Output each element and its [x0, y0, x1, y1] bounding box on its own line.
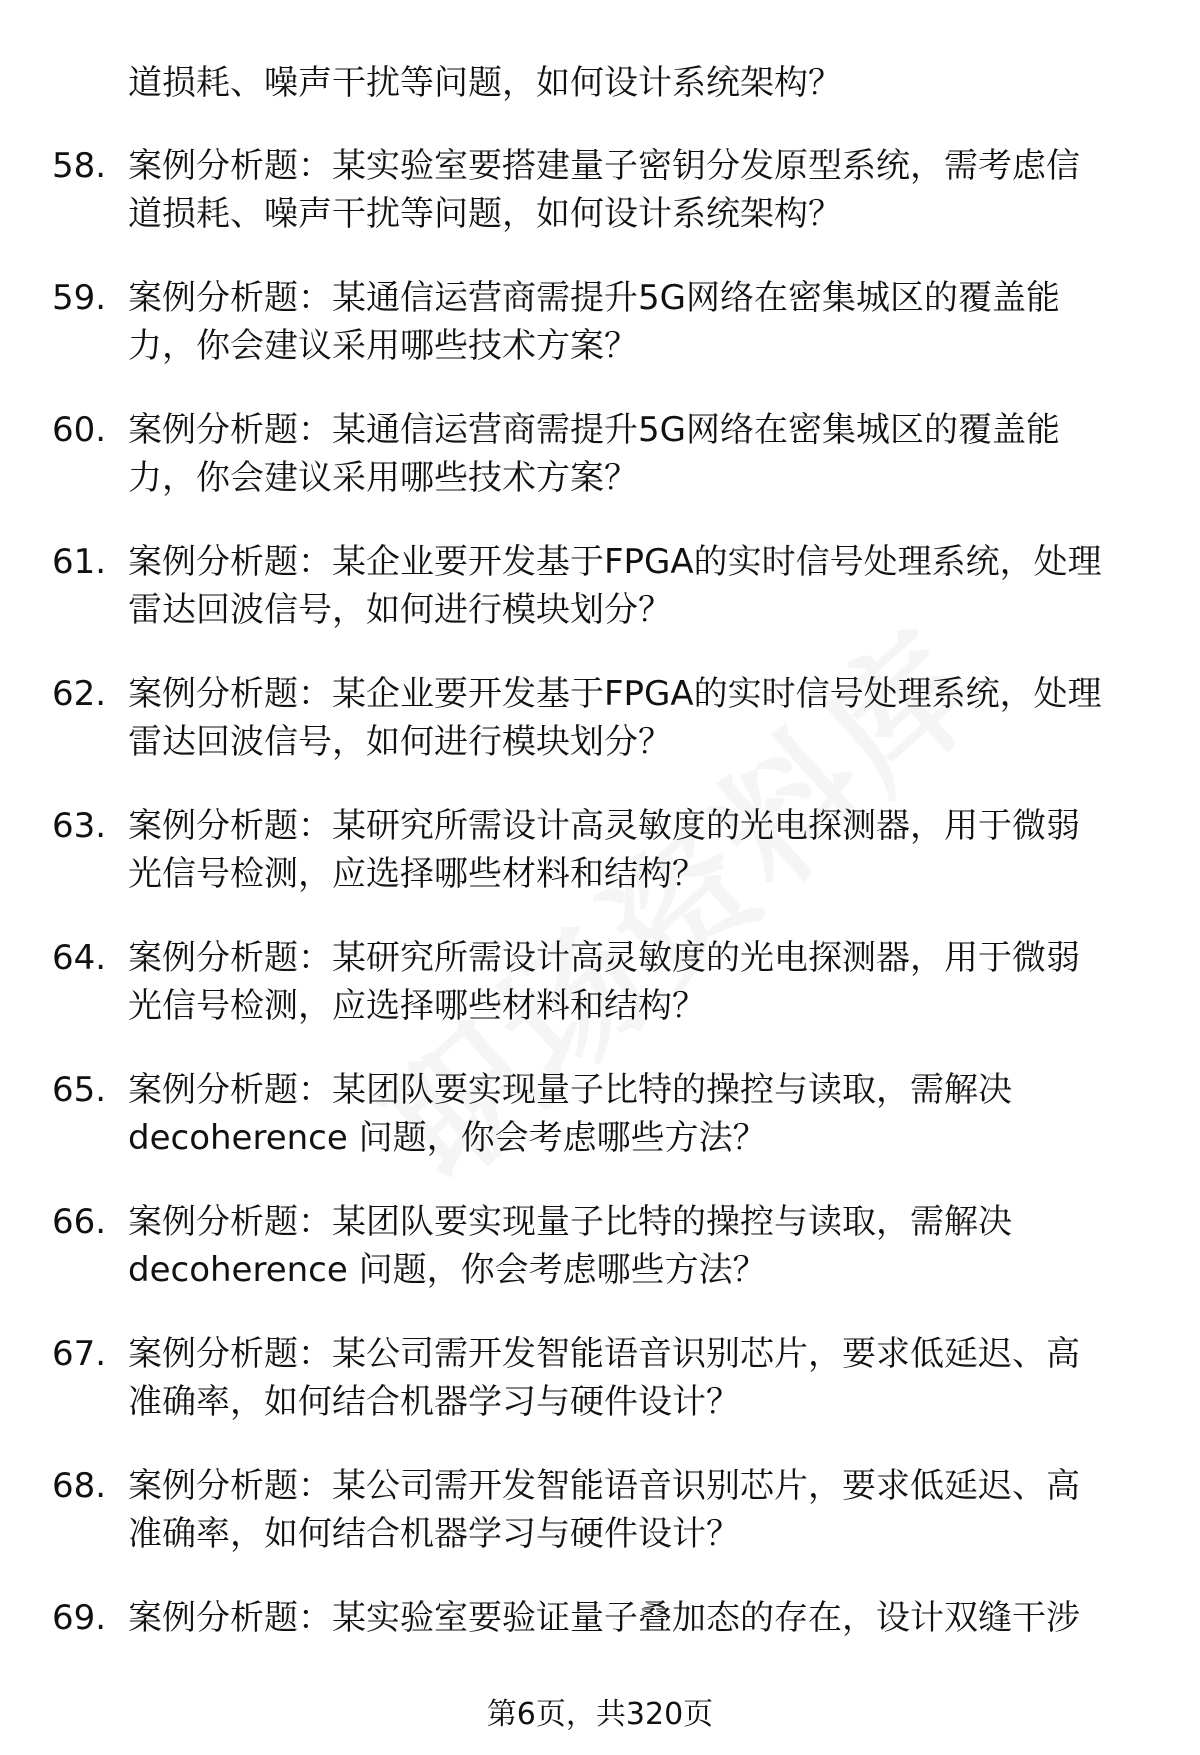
question-item: [52, 1462, 1162, 1594]
question-item: [52, 1066, 1162, 1198]
question-number: 59.: [52, 278, 107, 318]
question-item: [52, 670, 1162, 802]
question-text-line1: 案例分析题：某团队要实现量子比特的操控与读取，需解决: [128, 1202, 1012, 1242]
question-text-line2: 雷达回波信号，如何进行模块划分？: [128, 722, 672, 762]
question-text-line1: 案例分析题：某实验室要搭建量子密钥分发原型系统，需考虑信: [128, 146, 1080, 186]
question-number: 64.: [52, 938, 107, 978]
question-text-line1: 案例分析题：某团队要实现量子比特的操控与读取，需解决: [128, 1070, 1012, 1110]
question-number: 67.: [52, 1334, 107, 1374]
question-number: 69.: [52, 1598, 107, 1638]
question-item: [52, 142, 1162, 274]
question-text-line2: 光信号检测，应选择哪些材料和结构？: [128, 854, 706, 894]
question-number: 68.: [52, 1466, 107, 1506]
question-text-line2: 力，你会建议采用哪些技术方案？: [128, 458, 638, 498]
question-text-line2: 准确率，如何结合机器学习与硬件设计？: [128, 1514, 740, 1554]
question-item: [52, 1198, 1162, 1330]
question-text-line2: 道损耗、噪声干扰等问题，如何设计系统架构？: [128, 194, 842, 234]
question-item: [52, 538, 1162, 670]
question-list: [52, 142, 1162, 1726]
question-text-line1: 案例分析题：某通信运营商需提升5G网络在密集城区的覆盖能: [128, 410, 1060, 450]
question-number: 63.: [52, 806, 107, 846]
question-text-line1: 案例分析题：某研究所需设计高灵敏度的光电探测器，用于微弱: [128, 938, 1080, 978]
question-text-line1: 案例分析题：某公司需开发智能语音识别芯片，要求低延迟、高: [128, 1466, 1080, 1506]
question-text-line2: 雷达回波信号，如何进行模块划分？: [128, 590, 672, 630]
question-text-line1: 案例分析题：某通信运营商需提升5G网络在密集城区的覆盖能: [128, 278, 1060, 318]
question-item: [52, 1330, 1162, 1462]
question-text-line2: decoherence 问题，你会考虑哪些方法？: [128, 1118, 767, 1158]
question-item: [52, 274, 1162, 406]
question-item: [52, 802, 1162, 934]
question-text-line2: 力，你会建议采用哪些技术方案？: [128, 326, 638, 366]
question-text-line2: 光信号检测，应选择哪些材料和结构？: [128, 986, 706, 1026]
question-number: 62.: [52, 674, 107, 714]
page-number-footer: 第6页，共320页: [486, 1697, 714, 1732]
question-text-line1: 案例分析题：某实验室要验证量子叠加态的存在，设计双缝干涉: [128, 1598, 1080, 1638]
continuation-line: 道损耗、噪声干扰等问题，如何设计系统架构？: [128, 63, 842, 103]
question-number: 60.: [52, 410, 107, 450]
question-text-line1: 案例分析题：某企业要开发基于FPGA的实时信号处理系统，处理: [128, 542, 1102, 582]
question-text-line1: 案例分析题：某公司需开发智能语音识别芯片，要求低延迟、高: [128, 1334, 1080, 1374]
question-number: 65.: [52, 1070, 107, 1110]
question-text-line1: 案例分析题：某企业要开发基于FPGA的实时信号处理系统，处理: [128, 674, 1102, 714]
question-number: 58.: [52, 146, 107, 186]
question-item: [52, 934, 1162, 1066]
question-number: 66.: [52, 1202, 107, 1242]
question-text-line2: decoherence 问题，你会考虑哪些方法？: [128, 1250, 767, 1290]
question-text-line1: 案例分析题：某研究所需设计高灵敏度的光电探测器，用于微弱: [128, 806, 1080, 846]
question-text-line2: 准确率，如何结合机器学习与硬件设计？: [128, 1382, 740, 1422]
question-number: 61.: [52, 542, 107, 582]
question-item: [52, 406, 1162, 538]
